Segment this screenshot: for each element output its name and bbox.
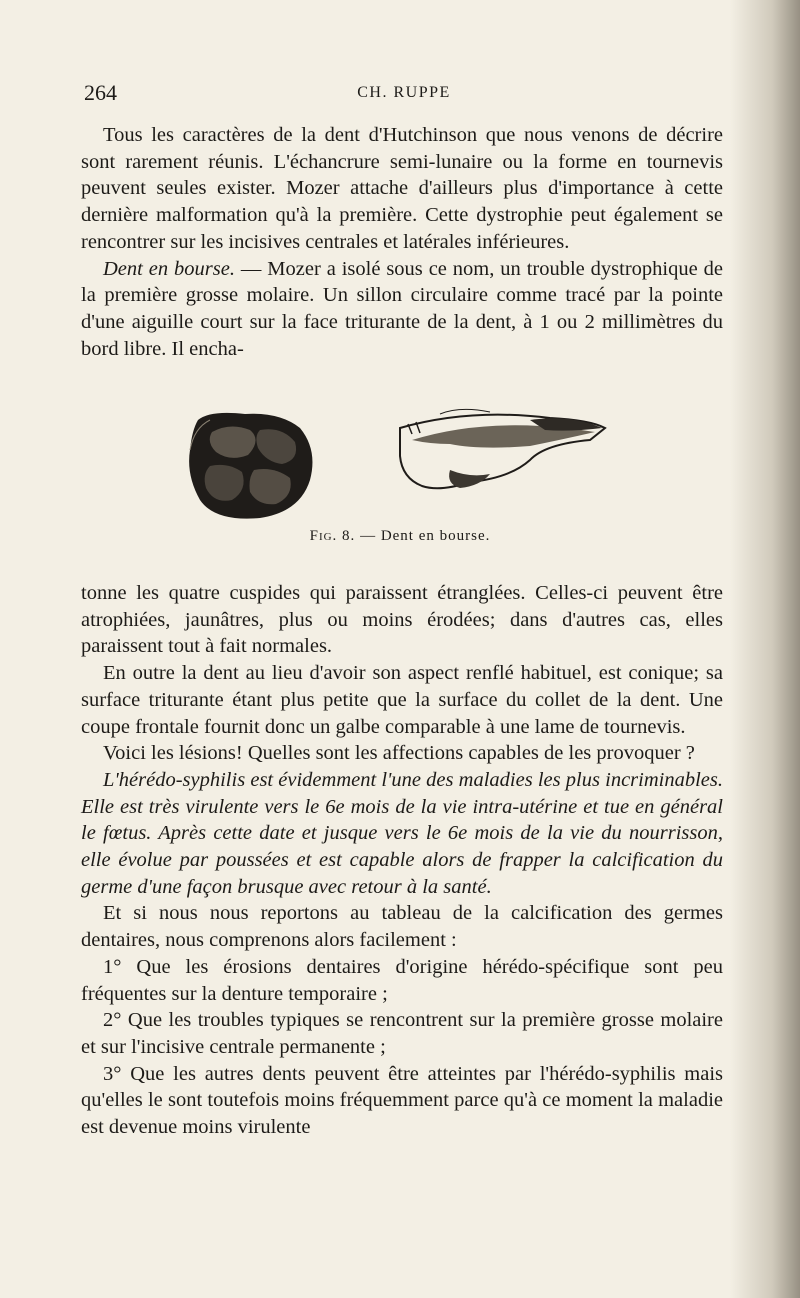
molar-occlusal-view (189, 413, 312, 519)
figure-caption-text: — Dent en bourse. (355, 528, 491, 544)
heredo-syphilis-text: est évidemment l'une des maladies les plus incriminables. Elle est très virulente vers le 6e mois de la vie intra-utérine et tue en général le fœtus. Après cette date et jusque vers le 6e mois de la vie du nourrisson, elle évolue par poussées et est capable alors de frapper la calcification du germe d'une façon brusque avec retour à la santé. (81, 768, 723, 898)
running-title: CH. RUPPE (357, 84, 451, 101)
paragraph-continuation: tonne les quatre cuspides qui paraissent étranglées. Celles-ci peuvent être atrophiées, jaunâtres, plus ou moins érodées; dans d'autres cas, elles paraissent tout à fait normales. (81, 582, 723, 658)
paragraph-dent-en-bourse (81, 256, 723, 363)
figure-caption (150, 528, 650, 545)
heredo-syphilis-term: L'hérédo-syphilis (103, 768, 246, 791)
page-header (84, 80, 724, 110)
paragraph-lesions: Voici les lésions! Quelles sont les affections capables de les provoquer ? (103, 742, 695, 765)
paragraph-tableau: Et si nous nous reportons au tableau de la calcification des germes dentaires, nous comprenons alors facilement : (81, 902, 723, 952)
list-item-3: 3° Que les autres dents peuvent être atteintes par l'hérédo-syphilis mais qu'elles le sont toutefois moins fréquemment parce qu'à ce moment la maladie est devenue moins virulente (81, 1062, 723, 1139)
text-block-top (81, 122, 723, 362)
figure-8 (150, 400, 650, 548)
term-dent-en-bourse: Dent en bourse. (103, 257, 235, 280)
text-block-bottom (81, 580, 723, 1141)
paragraph-forme-conique: En outre la dent au lieu d'avoir son aspect renflé habituel, est conique; sa surface triturante étant plus petite que la surface du collet de la dent. Une coupe frontale fournit donc un galbe comparable à une lame de tournevis. (81, 662, 723, 738)
paragraph-hutchinson: Tous les caractères de la dent d'Hutchinson que nous venons de décrire sont rarement réunis. L'échancrure semi-lunaire ou la forme en tournevis peuvent seules exister. Mozer attache d'ailleurs plus d'importance à cette dernière malformation qu'à la première. Cette dystrophie peut également se rencontrer sur les incisives centrales et latérales inférieures. (81, 124, 723, 253)
paragraph-heredo-syphilis (81, 767, 723, 901)
page-number: 264 (84, 80, 117, 105)
list-item-2: 2° Que les troubles typiques se rencontrent sur la première grosse molaire et sur l'incisive centrale permanente ; (81, 1009, 723, 1058)
figure-label: Fig. 8. (309, 528, 356, 544)
page-edge-shadow (730, 0, 800, 1298)
dent-en-bourse-text: — Mozer a isolé sous ce nom, un trouble dystrophique de la première grosse molaire. Un sillon circulaire comme tracé par la pointe d'une aiguille court sur la face triturante de la dent, à 1 ou 2 millimètres du bord libre. Il encha- (81, 257, 723, 360)
list-item-1: 1° Que les érosions dentaires d'origine hérédo-spécifique sont peu fréquentes sur la denture temporaire ; (81, 955, 723, 1005)
tooth-illustration (150, 400, 650, 525)
molar-side-view (400, 409, 605, 488)
